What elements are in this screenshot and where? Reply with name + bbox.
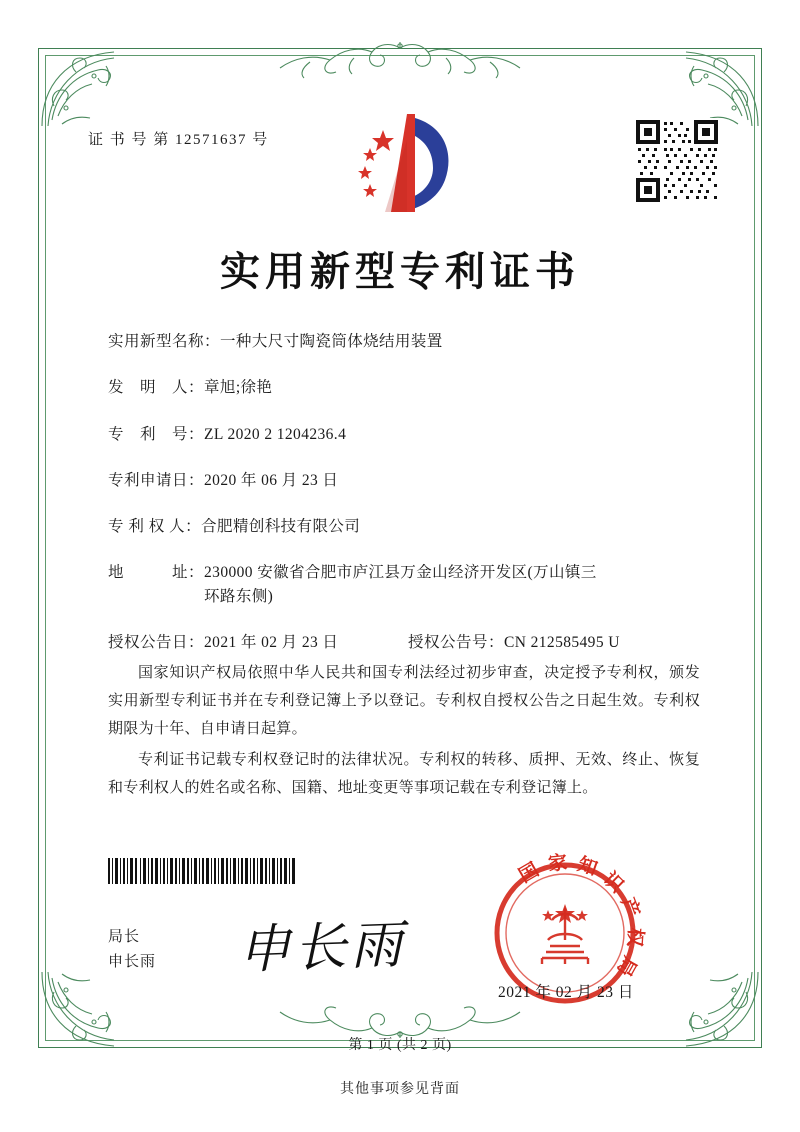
- field-list: [108, 330, 708, 676]
- certificate-number: 证 书 号 第 12571637 号: [88, 132, 269, 148]
- field-value: 2021 年 02 月 23 日: [204, 633, 339, 651]
- field-row-application-date: [108, 469, 708, 492]
- field-row-grant: [108, 631, 708, 654]
- svg-text:国 家 知 识 产 权 局: 国 家 知 识 产 权 局: [515, 852, 646, 982]
- field-label: 授权公告号：: [408, 633, 505, 651]
- field-value: ZL 2020 2 1204236.4: [204, 425, 347, 443]
- page-title: 实用新型专利证书: [220, 248, 580, 295]
- barcode-icon: [108, 858, 296, 884]
- paragraph-2: 专利证书记载专利权登记时的法律状况。专利权的转移、质押、无效、终止、恢复和专利权人的姓名或名称、国籍、地址变更等事项记载在专利登记簿上。: [108, 752, 700, 796]
- field-row-utility-model-name: [108, 330, 708, 353]
- page-number: 第 1 页 (共 2 页): [348, 1038, 452, 1053]
- handwritten-signature: 申长雨: [237, 915, 408, 981]
- field-label: 实用新型名称：: [108, 333, 221, 350]
- field-label: 地 址：: [108, 564, 205, 582]
- field-label: 专 利 号：: [108, 425, 205, 443]
- field-row-inventor: [108, 376, 708, 399]
- field-value-address: [204, 561, 708, 608]
- address-line-1: 230000 安徽省合肥市庐江县万金山经济开发区(万山镇三: [204, 564, 597, 582]
- grant-number-group: [408, 631, 708, 654]
- cnipa-logo-icon: [345, 112, 460, 220]
- field-row-patentee: [108, 515, 708, 538]
- qr-code-icon: [634, 118, 720, 204]
- field-row-patent-number: [108, 423, 708, 446]
- signer-role: 局长: [108, 929, 141, 945]
- signer-name: 申长雨: [108, 953, 157, 970]
- field-value: 一种大尺寸陶瓷筒体烧结用装置: [220, 333, 443, 350]
- footer-note: 其他事项参见背面: [340, 1082, 460, 1097]
- field-label: 专利申请日：: [108, 471, 205, 489]
- paragraph-1: 国家知识产权局依照中华人民共和国专利法经过初步审查，决定授予专利权，颁发实用新型专利证书并在专利登记簿上予以登记。专利权自授权公告之日起生效。专利权期限为十年、自申请日起算。: [108, 665, 700, 737]
- field-value: CN 212585495 U: [504, 633, 620, 651]
- field-label: 发 明 人：: [108, 379, 205, 397]
- signature-block: [108, 925, 156, 975]
- field-row-address: [108, 561, 708, 608]
- field-value: 章旭;徐艳: [204, 379, 273, 397]
- top-flourish-ornament: [250, 40, 550, 80]
- body-text: [108, 660, 700, 807]
- seal-date: 2021 年 02 月 23 日: [498, 984, 634, 1001]
- field-label: 专 利 权 人：: [108, 518, 202, 535]
- address-line-2: 环路东侧): [204, 587, 274, 605]
- grant-date-group: [108, 631, 408, 654]
- field-value: 合肥精创科技有限公司: [201, 518, 361, 535]
- field-value: 2020 年 06 月 23 日: [204, 471, 339, 489]
- corner-ornament-top-left: [36, 46, 122, 132]
- field-label: 授权公告日：: [108, 633, 205, 651]
